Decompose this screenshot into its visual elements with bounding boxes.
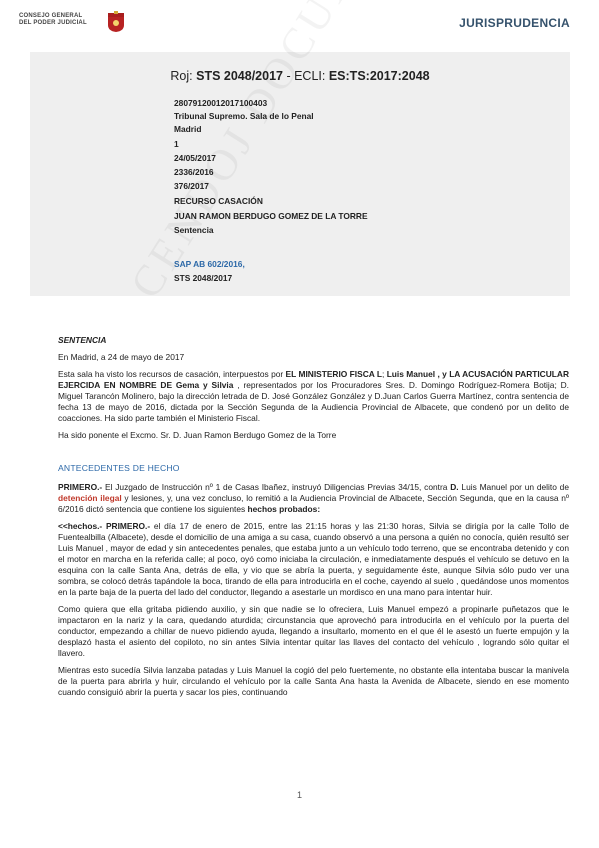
logo-text xyxy=(19,13,87,27)
paragraph-ponente: Ha sido ponente el Excmo. Sr. D. Juan Ramon Berdugo Gomez de la Torre xyxy=(58,430,337,440)
text-bold: hechos probados: xyxy=(247,504,321,514)
resolution-current: STS 2048/2017 xyxy=(174,273,233,283)
text-run: , representados por los Procuradores Sres. D. Domingo Rodríguez-Romera Botija; D. Miguel Tarancón Molinero, bajo la dirección letrada de D. José González González y D.Juan Carlos Guerra Martínez, contra sentencia de fecha 13 de mayo de 2016, dictada por la Sección Segunda de la Audiencia Provincial de Albacete, que condenó por un delito de coacciones. Ha sido parte también el Ministerio Fiscal. xyxy=(58,380,569,423)
text-bold: D. xyxy=(450,482,459,492)
text-run: y lesiones, y, una vez concluso, lo remitió a la Audiencia Provincial de Albacete, Sección Segunda, que en la causa nº 6/2016 dictó sentencia que contiene los siguientes xyxy=(58,493,569,514)
logo-line-2: DEL PODER JUDICIAL xyxy=(19,20,87,26)
field-value: 376/2017 xyxy=(174,181,209,191)
paragraph-hechos xyxy=(58,521,569,598)
cgpj-logo xyxy=(19,10,131,34)
text-run: Esta sala ha visto los recursos de casación, interpuestos por xyxy=(58,369,286,379)
field-value: Tribunal Supremo. Sala de lo Penal xyxy=(174,111,314,121)
paragraph-auxilio: Como quiera que ella gritaba pidiendo auxilio, y sin que nadie se lo ofreciera, Luis Manuel empezó a propinarle puñetazos que le impactaron en la nariz y la cara, quedando aturdida; circunstancia que aprovechó para introducirla en el vehículo por la puerta del conductor, empezando a chillar de nuevo pidiendo ayuda, llegando a insultarlo, momento en el que él le asestó un fuerte empujón y la desplazó hasta el asiento del copiloto, no sin antes Silvia intentar quitar las llaves del contacto del vehículo , logrando sólo quitar el llavero. xyxy=(58,604,569,658)
field-value: Madrid xyxy=(174,124,202,134)
paragraph-primero xyxy=(58,482,569,515)
roj-prefix: Roj: xyxy=(170,69,193,83)
text-bold: EL MINISTERIO FISCA L xyxy=(285,369,382,379)
roj-value: STS 2048/2017 xyxy=(196,69,283,83)
text-run: el día 17 de enero de 2015, entre las 21:15 horas y las 21:30 horas, Silvia se dirigía por la calle Tollo de Fuentealbilla (Albacete), desde el domicilio de una amiga a su casa, cuando observó a una persona a quién no conocía, quién resultó ser Luis Manuel , mayor de edad y sin antecedentes penales, que estaba junto a un vehículo todo terreno, que se encontraba detenido y con el motor en marcha en la referida calle; al poco, oyó como iniciaba la circulación, e inmediatamente después el vehículo se detuvo en la esquina con la calle Santa Ana, detrás de ella, y vio que se abría la puerta, y seguidamente éste, aunque Silvia sólo pudo ver una sombra, se colocó detrás tapándole la boca, tirando de ella para introducirla en el coche, cayendo al suelo , quedándose unos momentos en la parte baja de la puerta del lado del conductor, llegando a asestarle un mordisco en una mano para intentar huir. xyxy=(58,521,569,597)
text-bold: <<hechos.- PRIMERO.- xyxy=(58,521,151,531)
section-title: JURISPRUDENCIA xyxy=(459,16,570,30)
metadata-panel xyxy=(30,52,570,296)
text-run: Luis Manuel por un delito de xyxy=(458,482,569,492)
text-bold: PRIMERO.- xyxy=(58,482,103,492)
logo-line-1: CONSEJO GENERAL xyxy=(19,13,83,19)
field-value: Sentencia xyxy=(174,225,214,235)
date-line: En Madrid, a 24 de mayo de 2017 xyxy=(58,352,185,362)
field-value: 2336/2016 xyxy=(174,167,214,177)
paragraph-mientras: Mientras esto sucedía Silvia lanzaba patadas y Luis Manuel la cogió del pelo fuertemente, no obstante ella intentaba buscar la manivela de la puerta para abrirla y huir, circulando el vehículo por la calle Santa Ana hasta la Avenida de Albacete, siendo en ese momento cuando consiguió abrir la puerta y sacar los pies, continuando xyxy=(58,665,569,697)
ecli-value: ES:TS:2017:2048 xyxy=(328,69,430,83)
document-title: SENTENCIA xyxy=(58,335,107,345)
field-value: 24/05/2017 xyxy=(174,153,216,163)
ecli-prefix: - ECLI: xyxy=(282,69,326,83)
resolution-link-sap[interactable]: SAP AB 602/2016, xyxy=(174,259,245,269)
field-value: 1 xyxy=(174,139,179,149)
highlight-text: detención ilegal xyxy=(58,493,122,503)
field-value: 28079120012017100403 xyxy=(174,98,268,108)
field-value: JUAN RAMON BERDUGO GOMEZ DE LA TORRE xyxy=(174,211,368,221)
paragraph-intro xyxy=(58,369,569,424)
coat-of-arms-icon xyxy=(105,11,127,33)
page-number: 1 xyxy=(296,790,302,800)
text-run: ; xyxy=(381,369,387,379)
field-value: RECURSO CASACIÓN xyxy=(174,196,263,206)
document-body xyxy=(58,335,569,704)
section-heading-antecedentes: ANTECEDENTES DE HECHO xyxy=(58,463,180,473)
text-run: El Juzgado de Instrucción nº 1 de Casas Ibañez, instruyó Diligencias Previas 34/15, contra xyxy=(102,482,451,492)
text-bold: Luis Manuel , y LA ACUSACIÓN PARTICULAR EJERCIDA EN NOMBRE DE Gema y Silvia xyxy=(58,369,569,390)
